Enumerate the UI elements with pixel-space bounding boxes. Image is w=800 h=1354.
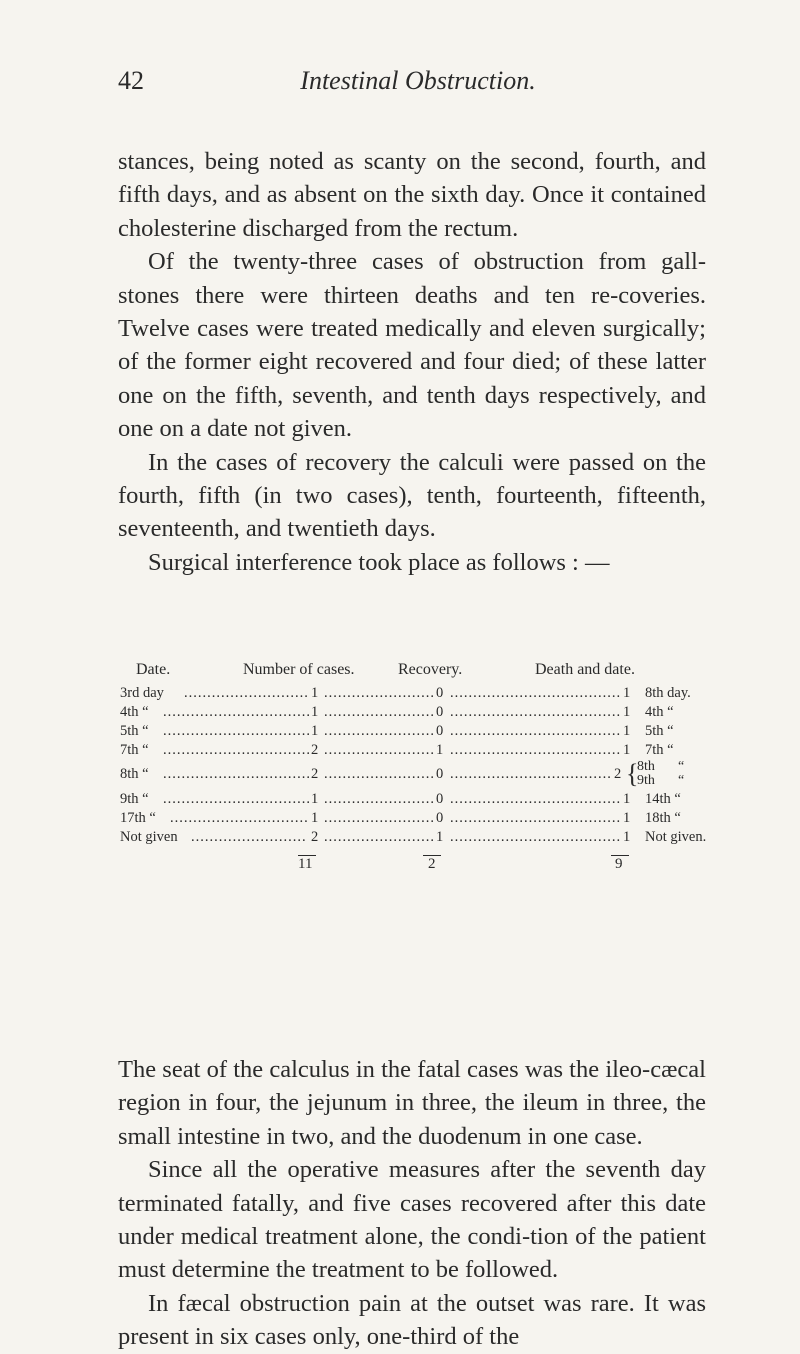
dot-leader [163,722,309,741]
ditto-stack [678,760,684,788]
cell-cases: 1 [311,810,319,826]
cell-recovery: 0 [436,766,444,782]
dot-leader [324,765,434,784]
column-header-death: Death and date. [535,661,635,678]
dot-leader [170,809,309,828]
cell-recovery: 1 [436,742,444,758]
body-text-before-table [118,145,706,579]
cell-date: 17th “ [120,810,156,826]
cell-deaths: 1 [623,791,631,807]
dot-leader [163,703,309,722]
surgical-interference-table [118,660,708,875]
page-header [118,66,718,102]
table-row [118,741,708,760]
dot-leader [450,809,620,828]
cell-deaths: 1 [623,704,631,720]
column-header-recovery: Recovery. [398,661,463,678]
cell-recovery: 1 [436,829,444,845]
table-totals [118,851,708,875]
dot-leader [191,828,307,847]
table-row [118,760,708,790]
ditto-mark: “ [678,773,685,788]
cell-death-date: 18th “ [645,810,681,826]
cell-cases: 1 [311,685,319,701]
cell-cases: 1 [311,723,319,739]
cell-death-date: 14th “ [645,791,681,807]
total-cases: 11 [298,856,313,872]
page-number: 42 [118,66,144,95]
paragraph: Of the twenty-three cases of obstruction from gall-stones there were thirteen deaths and ten re-coveries. Twelve cases were treated medically and eleven surgically; of the former eight recovered and four died; of these latter one on the fifth, seventh, and tenth days respectively, and one on a date not given. [118,248,706,443]
ditto-mark: “ [678,759,685,774]
total-recovery: 2 [428,856,436,872]
table-row [118,684,708,703]
cell-recovery: 0 [436,810,444,826]
dot-leader [450,684,620,703]
dot-leader [163,790,309,809]
dot-leader [163,741,309,760]
cell-cases: 1 [311,791,319,807]
dot-leader [324,741,434,760]
table-row [118,809,708,828]
paragraph: The seat of the calculus in the fatal cases was the ileo-cæcal region in four, the jejunum in three, the ileum in three, the small intestine in two, and the duodenum in one case. [118,1056,706,1150]
dot-leader [324,703,434,722]
dot-leader [450,741,620,760]
dot-leader [450,722,620,741]
dot-leader [450,790,620,809]
cell-deaths: 2 [614,766,622,782]
paragraph: stances, being noted as scanty on the second, fourth, and fifth days, and as absent on the sixth day. Once it contained cholesterine discharged from the rectum. [118,148,706,242]
column-header-date: Date. [136,661,171,678]
table-row [118,722,708,741]
cell-cases: 1 [311,704,319,720]
cell-date: 3rd day [120,685,164,701]
cell-date: 9th “ [120,791,149,807]
dot-leader [184,684,309,703]
cell-deaths: 1 [623,742,631,758]
dot-leader [450,765,612,784]
dot-leader [163,765,309,784]
body-text-after-table [118,1053,706,1354]
dot-leader [324,722,434,741]
dot-leader [324,828,434,847]
cell-deaths: 1 [623,810,631,826]
cell-deaths: 1 [623,723,631,739]
cell-cases: 2 [311,742,319,758]
cell-death-date: 4th “ [645,704,674,720]
cell-death-date: 9th [637,773,655,788]
total-deaths: 9 [615,856,623,872]
cell-deaths: 1 [623,829,631,845]
cell-recovery: 0 [436,704,444,720]
paragraph: Since all the operative measures after the seventh day terminated fatally, and five cases recovered after this date under medical treatment alone, the condi-tion of the patient must determine the treatment to be followed. [118,1156,706,1284]
cell-death-date: 8th [637,759,655,774]
cell-date: 5th “ [120,723,149,739]
cell-death-date: 5th “ [645,723,674,739]
cell-deaths: 1 [623,685,631,701]
cell-recovery: 0 [436,685,444,701]
brace-glyph: { [626,758,639,789]
table-row [118,828,708,847]
paragraph: In fæcal obstruction pain at the outset was rare. It was present in six cases only, one-third of the [118,1289,706,1351]
table-row [118,790,708,809]
cell-cases: 2 [311,766,319,782]
cell-death-date: Not given. [645,829,707,845]
dot-leader [324,809,434,828]
table-header [118,660,708,684]
dot-leader [450,828,620,847]
paragraph: Surgical interference took place as follows : — [148,548,610,576]
column-header-cases: Number of cases. [243,661,355,678]
table-row [118,703,708,722]
cell-cases: 2 [311,829,319,845]
dot-leader [324,790,434,809]
running-title: Intestinal Obstruction. [300,66,536,95]
dot-leader [450,703,620,722]
cell-date: 8th “ [120,766,149,782]
cell-death-date: 8th day. [645,685,691,701]
cell-date: Not given [120,829,178,845]
cell-death-date: 7th “ [645,742,674,758]
dot-leader [324,684,434,703]
paragraph: In the cases of recovery the calculi were passed on the fourth, fifth (in two cases), tenth, fourteenth, fifteenth, seventeenth, and twentieth days. [118,448,706,543]
cell-recovery: 0 [436,723,444,739]
cell-date: 4th “ [120,704,149,720]
cell-recovery: 0 [436,791,444,807]
cell-date: 7th “ [120,742,149,758]
cell-death-date-stack [637,760,655,788]
